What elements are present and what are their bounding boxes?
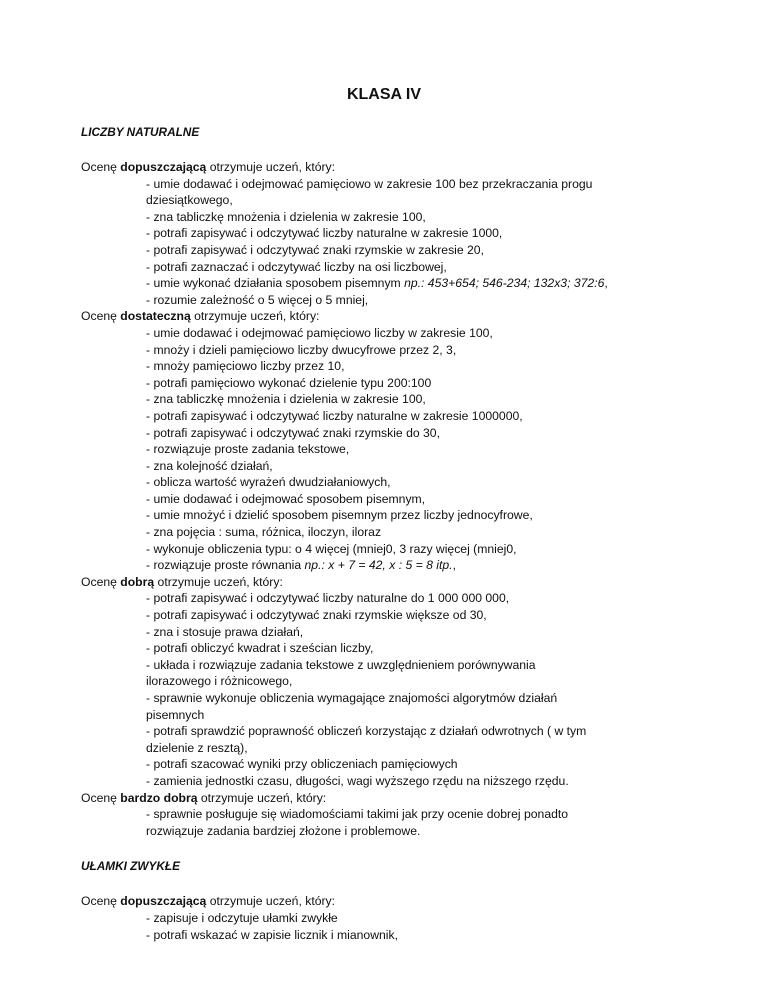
requirement-line bbox=[81, 806, 721, 823]
grade-prefix: Ocenę bbox=[81, 574, 121, 589]
requirement-line bbox=[81, 524, 721, 541]
requirement-line bbox=[81, 275, 721, 292]
requirement-text: pisemnych bbox=[146, 707, 205, 722]
requirement-text: - zna i stosuje prawa działań, bbox=[146, 624, 304, 639]
requirement-example: np.: x + 7 = 42, x : 5 = 8 itp. bbox=[304, 558, 453, 573]
section bbox=[81, 858, 721, 943]
requirement-text: dziesiątkowego, bbox=[146, 193, 233, 208]
requirement-line bbox=[81, 823, 721, 840]
requirement-text: - sprawnie wykonuje obliczenia wymagające znajomości algorytmów działań bbox=[146, 691, 558, 705]
grade-prefix: Ocenę bbox=[81, 790, 121, 805]
requirement-line bbox=[81, 740, 721, 757]
requirement-text: - rozwiązuje proste zadania tekstowe, bbox=[146, 442, 350, 457]
requirement-line bbox=[81, 209, 721, 226]
requirement-line bbox=[81, 408, 721, 425]
requirement-text: - zamienia jednostki czasu, długości, wagi wyższego rzędu na niższego rzędu. bbox=[146, 773, 569, 788]
requirement-line bbox=[81, 242, 721, 259]
requirement-line bbox=[81, 225, 721, 242]
grade-suffix: otrzymuje uczeń, który: bbox=[206, 160, 336, 174]
requirement-text: rozwiązuje zadania bardziej złożone i problemowe. bbox=[146, 823, 421, 838]
requirement-line bbox=[81, 557, 721, 574]
requirement-text: - umie dodawać i odejmować sposobem pisemnym, bbox=[146, 491, 426, 506]
requirement-text: - potrafi zapisywać i odczytywać znaki rzymskie większe od 30, bbox=[146, 608, 487, 623]
requirement-text: - zapisuje i odczytuje ułamki zwykłe bbox=[146, 910, 338, 925]
requirement-text: - zna kolejność działań, bbox=[146, 458, 273, 473]
requirement-punct: , bbox=[604, 276, 608, 291]
requirement-text: - potrafi zapisywać i odczytywać liczby naturalne w zakresie 1000000, bbox=[146, 408, 523, 423]
section-heading: LICZBY NATURALNE bbox=[81, 125, 200, 139]
requirement-text: - potrafi zapisywać i odczytywać znaki rzymskie w zakresie 20, bbox=[146, 242, 484, 257]
section bbox=[81, 124, 721, 839]
page-title: KLASA IV bbox=[346, 86, 422, 103]
requirement-text: - rozwiązuje proste równania bbox=[146, 558, 305, 573]
requirement-text: - wykonuje obliczenia typu: o 4 więcej (mniej0, 3 razy więcej (mniej0, bbox=[146, 541, 517, 556]
grade-prefix: Ocenę bbox=[81, 894, 121, 909]
requirement-text: - potrafi sprawdzić poprawność obliczeń korzystając z działań odwrotnych ( w tym bbox=[146, 724, 587, 739]
requirement-line bbox=[81, 441, 721, 458]
requirement-text: - potrafi zapisywać i odczytywać liczby naturalne w zakresie 1000, bbox=[146, 226, 503, 241]
requirement-text: ilorazowego i różnicowego, bbox=[146, 674, 293, 689]
requirement-text: - potrafi pamięciowo wykonać dzielenie typu 200:100 bbox=[146, 375, 432, 390]
requirement-line bbox=[81, 707, 721, 724]
requirement-text: - potrafi zaznaczać i odczytywać liczby na osi liczbowej, bbox=[146, 259, 447, 274]
requirement-line bbox=[81, 192, 721, 209]
requirement-example: np.: 453+654; 546-234; 132x3; 372:6 bbox=[404, 276, 605, 291]
grade-line bbox=[81, 790, 721, 807]
requirement-text: - zna pojęcia : suma, różnica, iloczyn, iloraz bbox=[146, 525, 382, 540]
requirement-line bbox=[81, 640, 721, 657]
requirement-line bbox=[81, 624, 721, 641]
grade-line bbox=[81, 893, 721, 910]
requirement-text: - potrafi zapisywać i odczytywać liczby naturalne do 1 000 000 000, bbox=[146, 591, 510, 606]
requirement-line bbox=[81, 673, 721, 690]
requirement-line bbox=[81, 176, 721, 193]
grade-suffix: otrzymuje uczeń, który: bbox=[154, 574, 283, 589]
grade-level: dopuszczającą bbox=[120, 160, 207, 174]
requirement-line bbox=[81, 259, 721, 276]
grade-line bbox=[81, 308, 721, 325]
requirement-text: - mnoży pamięciowo liczby przez 10, bbox=[146, 359, 345, 374]
requirement-text: - umie wykonać działania sposobem pisemnym bbox=[146, 276, 405, 291]
requirement-line bbox=[81, 391, 721, 408]
requirement-text: - sprawnie posługuje się wiadomościami takimi jak przy ocenie dobrej ponadto bbox=[146, 807, 569, 822]
requirement-line bbox=[81, 690, 721, 707]
requirement-line bbox=[81, 491, 721, 508]
grade-suffix: otrzymuje uczeń, który: bbox=[206, 894, 336, 909]
grade-line bbox=[81, 159, 721, 176]
requirement-line bbox=[81, 910, 721, 927]
requirement-text: - potrafi zapisywać i odczytywać znaki rzymskie do 30, bbox=[146, 425, 440, 440]
requirement-line bbox=[81, 541, 721, 558]
grade-line bbox=[81, 574, 721, 591]
grade-suffix: otrzymuje uczeń, który: bbox=[197, 790, 327, 805]
requirement-text: dzielenie z resztą), bbox=[146, 740, 248, 755]
document-content bbox=[81, 124, 721, 943]
requirement-line bbox=[81, 507, 721, 524]
requirement-text: - układa i rozwiązuje zadania tekstowe z uwzględnieniem porównywania bbox=[146, 657, 536, 672]
requirement-text: - zna tabliczkę mnożenia i dzielenia w zakresie 100, bbox=[146, 209, 426, 224]
requirement-text: - umie mnożyć i dzielić sposobem pisemnym przez liczby jednocyfrowe, bbox=[146, 508, 533, 523]
requirement-text: - potrafi obliczyć kwadrat i sześcian liczby, bbox=[146, 641, 374, 656]
requirement-text: - potrafi wskazać w zapisie licznik i mianownik, bbox=[146, 927, 398, 942]
requirement-line bbox=[81, 607, 721, 624]
requirement-line bbox=[81, 425, 721, 442]
requirement-text: - zna tabliczkę mnożenia i dzielenia w zakresie 100, bbox=[146, 392, 426, 407]
requirement-line bbox=[81, 358, 721, 375]
requirement-line bbox=[81, 590, 721, 607]
grade-level: dobrą bbox=[120, 574, 155, 589]
requirement-line bbox=[81, 756, 721, 773]
requirement-line bbox=[81, 342, 721, 359]
requirement-text: - oblicza wartość wyrażeń dwudziałaniowych, bbox=[146, 475, 391, 490]
requirement-punct: , bbox=[452, 558, 456, 573]
grade-prefix: Ocenę bbox=[81, 309, 121, 324]
requirement-line bbox=[81, 325, 721, 342]
requirement-text: - potrafi szacować wyniki przy obliczeniach pamięciowych bbox=[146, 757, 458, 772]
requirement-line bbox=[81, 375, 721, 392]
grade-level: bardzo dobrą bbox=[120, 790, 198, 805]
grade-prefix: Ocenę bbox=[81, 160, 121, 174]
requirement-line bbox=[81, 474, 721, 491]
requirement-line bbox=[81, 723, 721, 740]
requirement-text: - rozumie zależność o 5 więcej o 5 mniej, bbox=[146, 292, 369, 307]
requirement-text: - mnoży i dzieli pamięciowo liczby dwucyfrowe przez 2, 3, bbox=[146, 342, 457, 357]
requirement-line bbox=[81, 292, 721, 309]
requirement-text: - umie dodawać i odejmować pamięciowo liczby w zakresie 100, bbox=[146, 325, 493, 340]
requirement-line bbox=[81, 657, 721, 674]
section-heading: UŁAMKI ZWYKŁE bbox=[81, 859, 180, 874]
requirement-text: - umie dodawać i odejmować pamięciowo w zakresie 100 bez przekraczania progu bbox=[146, 176, 593, 191]
grade-suffix: otrzymuje uczeń, który: bbox=[190, 309, 320, 324]
grade-level: dopuszczającą bbox=[120, 894, 207, 909]
grade-level: dostateczną bbox=[120, 309, 191, 324]
requirement-line bbox=[81, 927, 721, 944]
requirement-line bbox=[81, 773, 721, 790]
requirement-line bbox=[81, 458, 721, 475]
